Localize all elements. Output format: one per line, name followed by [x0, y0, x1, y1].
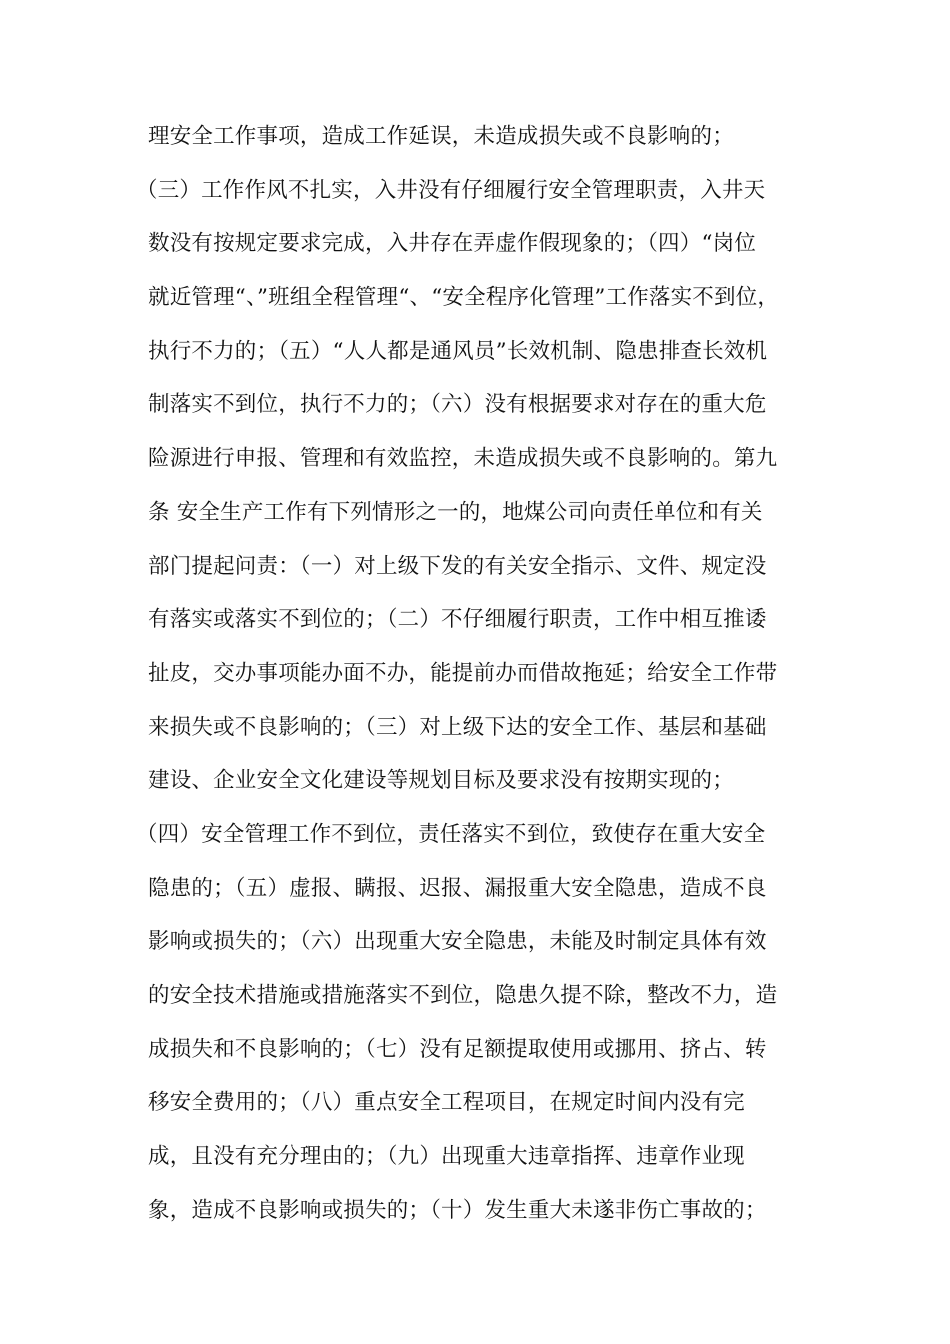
- text-line: 的安全技术措施或措施落实不到位，隐患久提不除，整改不力，造: [148, 983, 778, 1008]
- text-line: 有落实或落实不到位的；（二）不仔细履行职责，工作中相互推诿: [148, 607, 767, 633]
- text-line: 影响或损失的；（六）出现重大安全隐患，未能及时制定具体有效: [148, 929, 767, 955]
- text-line: 建设、企业安全文化建设等规划目标及要求没有按期实现的；: [148, 768, 734, 794]
- document-body: [136, 118, 808, 1245]
- text-line: 执行不力的；（五）“人人都是通风员”长效机制、隐患排查长效机: [148, 338, 768, 364]
- text-line: 制落实不到位，执行不力的；（六）没有根据要求对存在的重大危: [148, 392, 767, 418]
- text-line: 部门提起问责：（一）对上级下发的有关安全指示、文件、规定没: [148, 553, 767, 579]
- text-line: 险源进行申报、管理和有效监控，未造成损失或不良影响的。第九: [148, 446, 778, 472]
- text-line: 象，造成不良影响或损失的；（十）发生重大未遂非伤亡事故的；: [148, 1197, 767, 1223]
- text-line: 隐患的；（五）虚报、瞒报、迟报、漏报重大安全隐患，造成不良: [148, 875, 767, 901]
- text-line: 来损失或不良影响的；（三）对上级下达的安全工作、基层和基础: [148, 714, 767, 740]
- text-line: （四）安全管理工作不到位，责任落实不到位，致使存在重大安全: [136, 821, 766, 847]
- text-line: 就近管理“、”班组全程管理“、“安全程序化管理”工作落实不到位，: [148, 285, 780, 311]
- text-line: 数没有按规定要求完成，入井存在弄虚作假现象的；（四）“岗位: [148, 231, 757, 257]
- text-line: 成，且没有充分理由的；（九）出现重大违章指挥、违章作业现: [148, 1144, 745, 1170]
- text-line: 扯皮，交办事项能办面不办，能提前办而借故拖延；给安全工作带: [148, 660, 778, 686]
- text-line: 理安全工作事项，造成工作延误，未造成损失或不良影响的；: [148, 124, 734, 149]
- text-line: 移安全费用的；（八）重点安全工程项目，在规定时间内没有完: [148, 1090, 745, 1116]
- text-line: 成损失和不良影响的；（七）没有足额提取使用或挪用、挤占、转: [148, 1036, 767, 1062]
- text-line: 条 安全生产工作有下列情形之一的，地煤公司向责任单位和有关: [148, 499, 763, 525]
- text-line: （三）工作作风不扎实，入井没有仔细履行安全管理职责，入井天: [136, 177, 766, 203]
